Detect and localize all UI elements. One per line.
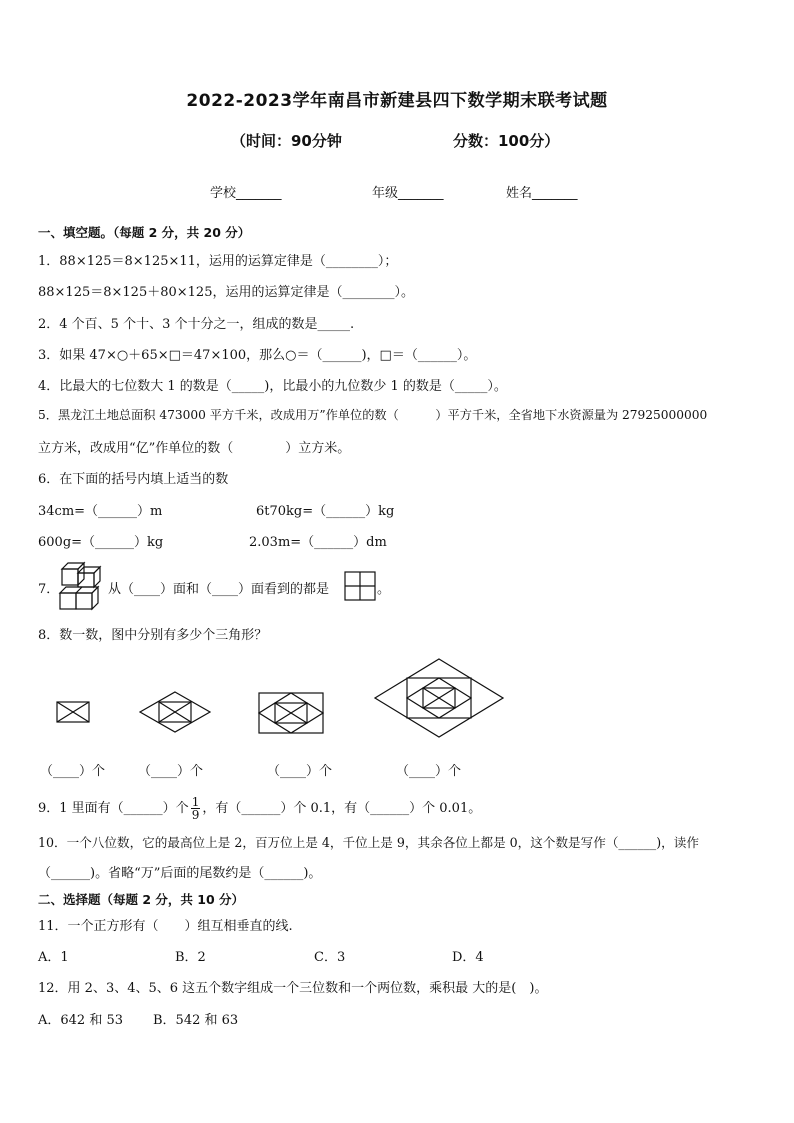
question-7-end: 。	[377, 582, 391, 597]
question-11-option-a: A．1	[38, 950, 69, 965]
section-1-heading: 一、填空题。（每题 2 分，共 20 分）	[38, 225, 251, 240]
name-field: 姓名_______	[506, 186, 578, 201]
cube-stack-figure	[56, 559, 108, 613]
question-9-suffix: ，有（______）个 0.1，有（______）个 0.01。	[202, 801, 482, 816]
question-11-option-c: C．3	[314, 950, 346, 965]
question-4: 4．比最大的七位数大 1 的数是（_____)，比最小的九位数少 1 的数是（_____）。	[38, 379, 507, 394]
question-8-answer-4: （____）个	[396, 764, 462, 779]
grade-field: 年级_______	[372, 186, 444, 201]
question-12-option-a: A．642 和 53	[38, 1013, 124, 1028]
exam-time: （时间：90分钟	[231, 132, 342, 150]
fraction-denominator: 9	[191, 808, 200, 822]
exam-score: 分数：100分）	[453, 132, 560, 150]
question-5a: 5．黑龙江土地总面积 473000 平方千米，改成用万”作单位的数（ ）平方千米，全省地下水资源量为 27925000000	[38, 408, 708, 422]
question-6b: 6t70kg=（______）kg	[256, 504, 395, 519]
question-12-option-b: B．542 和 63	[153, 1013, 239, 1028]
page-title: 2022-2023学年南昌市新建县四下数学期末联考试题	[186, 91, 608, 111]
question-10b: （______)。省略“万”后面的尾数约是（______)。	[38, 866, 322, 881]
question-3: 3．如果 47×○＋65×□＝47×100，那么○＝（______)，□＝（______）。	[38, 348, 477, 363]
triangle-figure-1	[56, 701, 90, 723]
question-11-option-d: D．4	[452, 950, 484, 965]
fraction-one-ninth	[191, 796, 201, 821]
question-9	[38, 796, 481, 821]
question-6d: 2.03m=（______）dm	[249, 535, 387, 550]
question-7-number: 7．	[38, 582, 60, 597]
fraction-numerator: 1	[191, 795, 200, 809]
question-5b: 立方米，改成用“亿”作单位的数（ ）立方米。	[38, 441, 351, 456]
question-8-answer-2: （____）个	[138, 764, 204, 779]
question-6c: 600g=（______）kg	[38, 535, 164, 550]
question-7: 从（____）面和（____）面看到的都是	[108, 582, 330, 597]
question-8-answer-3: （____）个	[267, 764, 333, 779]
section-2-heading: 二、选择题（每题 2 分，共 10 分）	[38, 892, 245, 907]
question-8: 8．数一数，图中分别有多少个三角形？	[38, 628, 268, 643]
triangle-figure-4	[374, 658, 504, 738]
question-6: 6．在下面的括号内填上适当的数	[38, 472, 229, 487]
question-1b: 88×125＝8×125＋80×125，运用的运算定律是（________）。	[38, 285, 414, 300]
question-10a: 10．一个八位数，它的最高位上是 2，百万位上是 4，千位上是 9，其余各位上都是 0，这个数是写作（______)，读作	[38, 835, 699, 850]
question-9-prefix: 9．1 里面有（______）个	[38, 801, 189, 816]
square-grid-figure	[344, 571, 376, 601]
triangle-figure-2	[139, 691, 211, 733]
question-8-answer-1: （____）个	[40, 764, 106, 779]
triangle-figure-3	[258, 692, 324, 734]
question-11-option-b: B．2	[175, 950, 206, 965]
school-field: 学校_______	[210, 186, 282, 201]
question-2: 2．4 个百、5 个十、3 个十分之一，组成的数是_____.	[38, 317, 355, 332]
question-1a: 1．88×125＝8×125×11，运用的运算定律是（________）；	[38, 254, 398, 269]
question-11: 11．一个正方形有（ ）组互相垂直的线.	[38, 919, 293, 934]
question-12: 12．用 2、3、4、5、6 这五个数字组成一个三位数和一个两位数，乘积最 大的是( )。	[38, 981, 548, 996]
question-6a: 34cm=（______）m	[38, 504, 163, 519]
